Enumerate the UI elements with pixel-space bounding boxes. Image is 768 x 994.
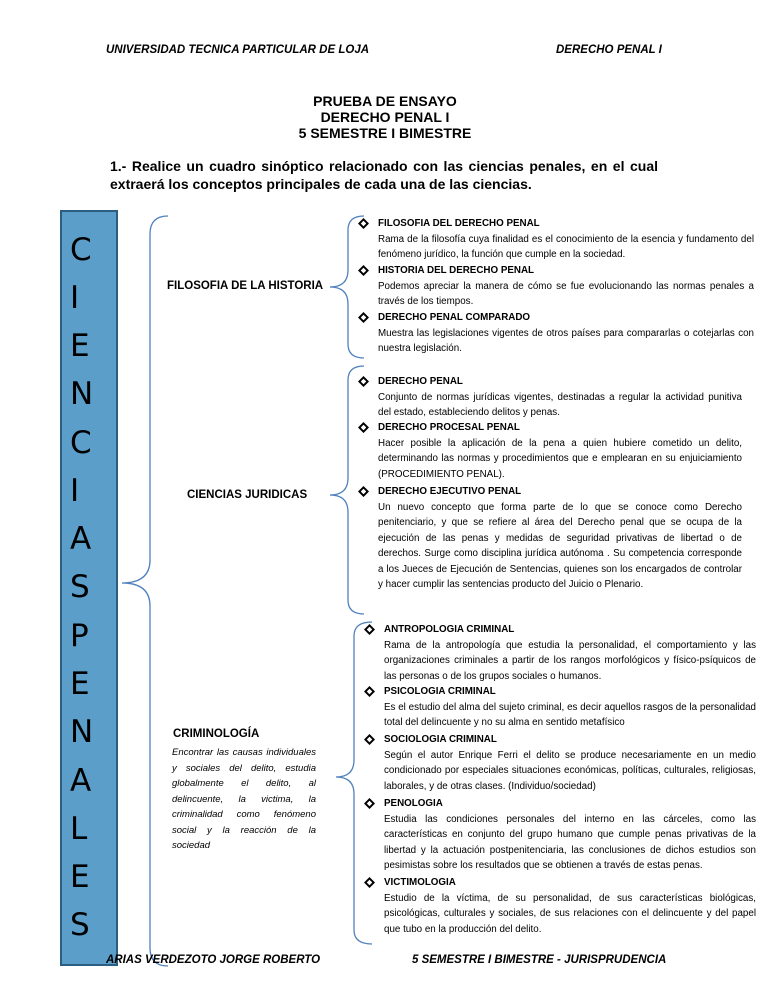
footer-author: ARIAS VERDEZOTO JORGE ROBERTO xyxy=(106,954,321,966)
item-title: DERECHO PROCESAL PENAL xyxy=(378,422,520,433)
item-description: Rama de la antropología que estudia la personalidad, el comportamiento y las organizaciones criminales a partir de los rangos morfológicos y físico-psíquicos de las personas o de los grupos sociales o humanos. xyxy=(384,639,756,682)
vertical-letter: P xyxy=(70,617,89,654)
vertical-letter: E xyxy=(70,859,90,896)
diamond-bullet-icon xyxy=(358,312,369,323)
list-item xyxy=(378,484,742,593)
group-label-ciencias-juridicas: CIENCIAS JURIDICAS xyxy=(187,489,308,501)
vertical-letter: S xyxy=(70,907,90,944)
diamond-bullet-icon xyxy=(358,218,369,229)
item-title: DERECHO PENAL COMPARADO xyxy=(378,312,531,323)
list-item xyxy=(384,875,756,937)
vertical-letter: N xyxy=(70,376,94,413)
item-title: VICTIMOLOGIA xyxy=(384,877,456,888)
vertical-letter: A xyxy=(70,762,92,799)
diamond-bullet-icon xyxy=(364,624,375,635)
vertical-letter: I xyxy=(70,279,80,316)
item-description: Un nuevo concepto que forma parte de lo que se conoce como Derecho penitenciario, y que se refiere al área del Derecho penal que se ocupa de la ejecución de las penas y medidas de seguridad privativas de libertad o de derechos. Surge como disciplina jurídica autónoma . Su competencia corresponde a los Jueces de Ejecución de Sentencias, quienes son los encargados de controlar y hacer cumplir las sentencias producto del Juicio o Plenario. xyxy=(378,501,742,590)
item-description: Rama de la filosofía cuya finalidad es el conocimiento de la esencia y fundamento del fenómeno jurídico, la función que cumple en la sociedad. xyxy=(378,233,754,260)
group-label-criminologia: CRIMINOLOGÍA xyxy=(173,728,260,740)
header-course: DERECHO PENAL I xyxy=(556,44,662,56)
diamond-bullet-icon xyxy=(364,877,375,888)
item-title: PENOLOGIA xyxy=(384,798,443,809)
item-description: Muestra las legislaciones vigentes de otros países para compararlas o cotejarlas con nuestra legislación. xyxy=(378,327,754,354)
vertical-letter: I xyxy=(70,472,80,509)
group-label-filosofia: FILOSOFIA DE LA HISTORIA xyxy=(167,280,324,292)
item-title: ANTROPOLOGIA CRIMINAL xyxy=(384,624,515,635)
item-description: Conjunto de normas jurídicas vigentes, destinadas a regular la actividad punitiva del estado, estableciendo delitos y penas. xyxy=(378,391,742,418)
diamond-bullet-icon xyxy=(358,422,369,433)
diamond-bullet-icon xyxy=(364,798,375,809)
footer-info: 5 SEMESTRE I BIMESTRE - JURISPRUDENCIA xyxy=(412,954,667,966)
diamond-bullet-icon xyxy=(364,734,375,745)
criminologia-description: Encontrar las causas individuales y sociales del delito, estudia globalmente el delito, al delincuente, la victima, la criminalidad como fenómeno social y la reacción de la sociedad xyxy=(172,747,316,851)
item-title: SOCIOLOGIA CRIMINAL xyxy=(384,734,497,745)
title-line-2: DERECHO PENAL I xyxy=(320,109,450,125)
header-university: UNIVERSIDAD TECNICA PARTICULAR DE LOJA xyxy=(106,44,370,56)
main-bracket xyxy=(122,216,168,966)
list-item xyxy=(378,420,742,482)
item-title: PSICOLOGIA CRIMINAL xyxy=(384,686,496,697)
title-line-3: 5 SEMESTRE I BIMESTRE xyxy=(298,125,472,141)
vertical-letter: E xyxy=(70,666,90,703)
item-title: HISTORIA DEL DERECHO PENAL xyxy=(378,265,535,276)
vertical-letter: N xyxy=(70,714,94,751)
list-item xyxy=(384,796,756,874)
diamond-bullet-icon xyxy=(358,265,369,276)
item-description: Estudia las condiciones personales del interno en las cárceles, como las características en conjunto del grupo humano que cumple penas privativas de la libertad y la actuación postpenitenciaria, las conclusiones de dichos estudios son pesimistas sobre los resultados que se obtienen a través de estas penas. xyxy=(384,813,756,871)
item-description: Podemos apreciar la manera de cómo se fue evolucionando las normas penales a través de los tiempos. xyxy=(378,280,754,307)
item-description: Es el estudio del alma del sujeto criminal, es decir aquellos rasgos de la personalidad total del delincuente y no su alma en sentido metafísico xyxy=(384,701,756,728)
item-description: Según el autor Enrique Ferri el delito se produce necesariamente en un medio condicionado por especiales situaciones económicas, políticas, culturales, religiosas, laborales, y de otras clases. (Individuo/sociedad) xyxy=(384,749,756,792)
group-bracket-1 xyxy=(330,216,364,358)
list-item xyxy=(384,732,756,794)
vertical-letter: A xyxy=(70,521,92,558)
list-item xyxy=(378,374,742,421)
list-item xyxy=(378,310,754,357)
vertical-letter: L xyxy=(70,810,88,847)
list-item xyxy=(384,684,756,731)
item-title: DERECHO PENAL xyxy=(378,376,463,387)
item-title: DERECHO EJECUTIVO PENAL xyxy=(378,486,522,497)
diamond-bullet-icon xyxy=(358,376,369,387)
diamond-bullet-icon xyxy=(364,686,375,697)
item-description: Hacer posible la aplicación de la pena a quien hubiere cometido un delito, determinando las normas y procedimientos que e emplearan en su enjuiciamiento (PROCEDIMIENTO PENAL). xyxy=(378,437,742,480)
question-text: 1.- Realice un cuadro sinóptico relacionado con las ciencias penales, en el cual extraerá los conceptos principales de cada una de las ciencias. xyxy=(110,158,658,192)
diamond-bullet-icon xyxy=(358,486,369,497)
vertical-letter: E xyxy=(70,328,90,365)
vertical-letter: C xyxy=(70,231,92,268)
list-item xyxy=(378,216,754,263)
title-line-1: PRUEBA DE ENSAYO xyxy=(313,93,457,109)
item-description: Estudio de la víctima, de su personalidad, de sus características biológicas, psicológicas, culturales y sociales, de sus relaciones con el delincuente y del papel que tubo en la producción del delito. xyxy=(384,892,756,935)
vertical-letter: C xyxy=(70,424,92,461)
vertical-letter: S xyxy=(70,569,90,606)
group-bracket-3 xyxy=(336,622,372,944)
list-item xyxy=(384,622,756,684)
item-title: FILOSOFIA DEL DERECHO PENAL xyxy=(378,218,540,229)
list-item xyxy=(378,263,754,310)
